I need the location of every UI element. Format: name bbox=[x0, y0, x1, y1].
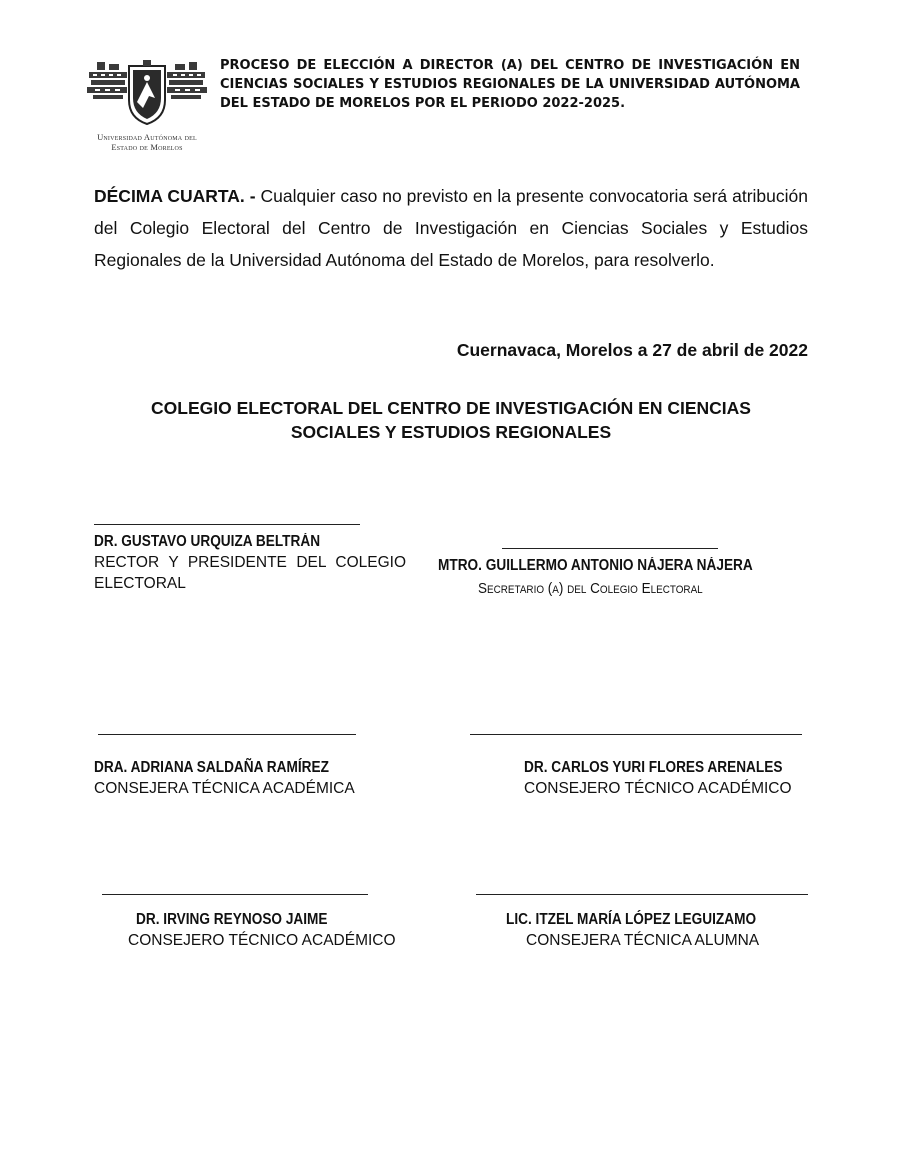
signature-line bbox=[502, 548, 718, 549]
signatory-role: CONSEJERO TÉCNICO ACADÉMICO bbox=[524, 780, 792, 797]
clause-title: DÉCIMA CUARTA. - bbox=[94, 186, 256, 206]
signature-secretary bbox=[438, 548, 798, 599]
university-logo bbox=[82, 58, 212, 152]
signatory-role: CONSEJERA TÉCNICA ACADÉMICA bbox=[94, 780, 355, 797]
university-seal-icon bbox=[85, 58, 209, 128]
signatory-name: MTRO. GUILLERMO ANTONIO NÁJERA NÁJERA bbox=[438, 557, 753, 574]
logo-caption-line1: Universidad Autónoma del bbox=[97, 132, 197, 142]
clause-text: Cualquier caso no previsto en la presente convocatoria será atribución del Colegio Electoral del Centro de Investigación en Ciencias Sociales y Estudios Regionales de la Universidad Autónoma del Estado de Morelos, para resolverlo. bbox=[94, 186, 808, 270]
signature-member-3 bbox=[102, 894, 402, 951]
signature-president bbox=[94, 524, 408, 594]
signatory-role: Secretario (a) del Colegio Electoral bbox=[478, 580, 703, 597]
clause-paragraph bbox=[94, 180, 808, 276]
signature-line bbox=[94, 524, 360, 525]
signature-line bbox=[470, 734, 802, 735]
signatory-name: DR. CARLOS YURI FLORES ARENALES bbox=[524, 759, 783, 776]
signature-line bbox=[98, 734, 356, 735]
signatory-role: CONSEJERA TÉCNICA ALUMNA bbox=[526, 932, 760, 949]
signatory-name: DR. IRVING REYNOSO JAIME bbox=[136, 911, 328, 928]
place-date-line: Cuernavaca, Morelos a 27 de abril de 2022 bbox=[456, 340, 808, 360]
signatory-name: LIC. ITZEL MARÍA LÓPEZ LEGUIZAMO bbox=[506, 911, 757, 928]
signature-line bbox=[476, 894, 808, 895]
signatory-role: CONSEJERO TÉCNICO ACADÉMICO bbox=[128, 932, 396, 949]
committee-title bbox=[94, 396, 808, 444]
committee-title-line1: COLEGIO ELECTORAL DEL CENTRO DE INVESTIGACIÓN EN CIENCIAS bbox=[151, 398, 751, 418]
logo-caption bbox=[82, 132, 212, 152]
committee-title-line2: SOCIALES Y ESTUDIOS REGIONALES bbox=[290, 422, 612, 442]
signature-member-4 bbox=[476, 894, 816, 951]
signature-member-1 bbox=[94, 734, 394, 799]
logo-caption-line2: Estado de Morelos bbox=[111, 142, 183, 152]
signature-line bbox=[102, 894, 368, 895]
signatory-name: DRA. ADRIANA SALDAÑA RAMÍREZ bbox=[94, 759, 329, 776]
document-header-title: PROCESO DE ELECCIÓN A DIRECTOR (A) DEL CENTRO DE INVESTIGACIÓN EN CIENCIAS SOCIALES Y ESTUDIOS REGIONALES DE LA UNIVERSIDAD AUTÓNOMA DEL ESTADO DE MORELOS POR EL PERIODO 2022-2025. bbox=[220, 58, 800, 111]
signature-member-2 bbox=[470, 734, 810, 799]
signatory-role: RECTOR Y PRESIDENTE DEL COLEGIO ELECTORAL bbox=[94, 554, 406, 592]
signatory-name: DR. GUSTAVO URQUIZA BELTRÁN bbox=[94, 533, 321, 550]
